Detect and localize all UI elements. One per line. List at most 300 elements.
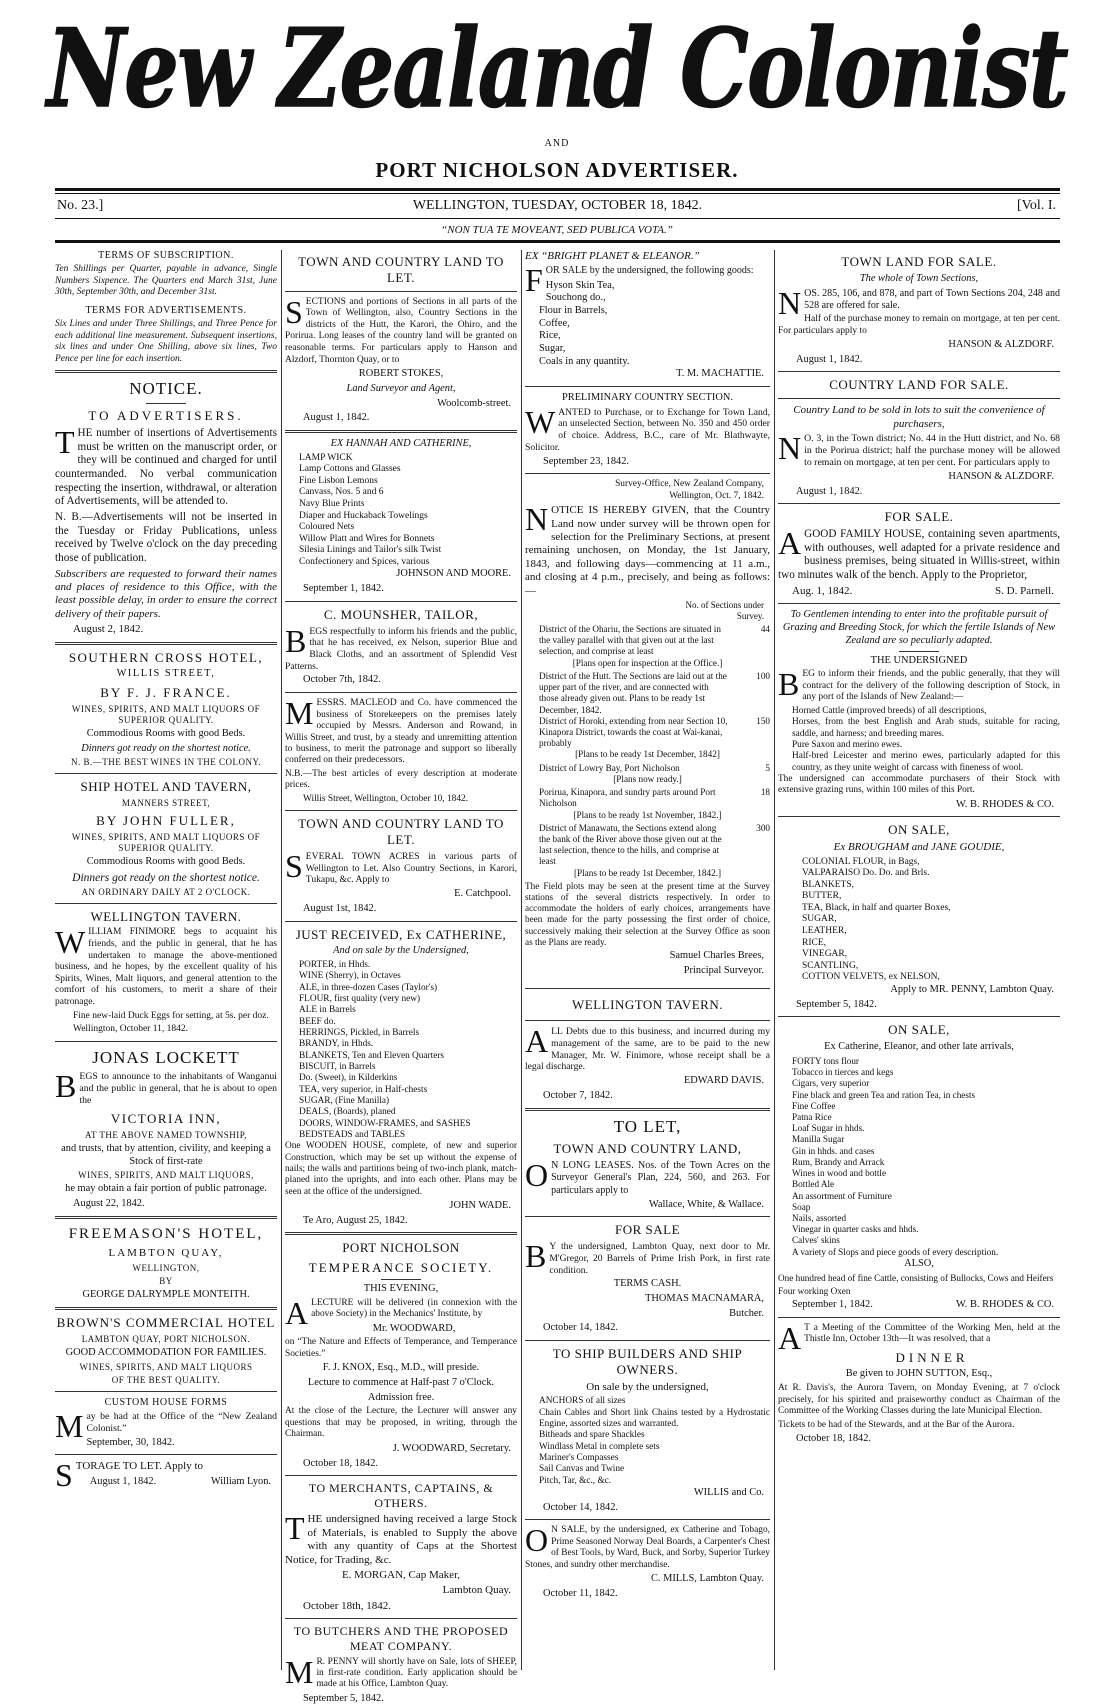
ad-item-list bbox=[778, 1056, 1060, 1258]
ad-date: Willis Street, Wellington, October 10, 1842. bbox=[303, 793, 469, 804]
table-note: [Plans open for inspection at the Office.] bbox=[572, 657, 723, 668]
ad-text: he may obtain a fair portion of public patronage. bbox=[65, 1183, 267, 1195]
table-cell: District of the Ohariu, the Sections are situated in the valley parallel with that given out at the last selection, and comprise at least bbox=[539, 624, 721, 657]
ad-footer bbox=[778, 585, 1060, 598]
table-note: [Plans to be ready 1st December, 1842.] bbox=[573, 867, 722, 878]
subscription-heading: TERMS OF SUBSCRIPTION. bbox=[98, 250, 234, 261]
list-item: Sugar, bbox=[539, 343, 566, 355]
ad-heading: TOWN LAND FOR SALE. bbox=[841, 254, 997, 269]
divider bbox=[381, 1279, 421, 1280]
list-item: Nails, assorted bbox=[792, 1212, 847, 1223]
list-item: An assortment of Furniture bbox=[792, 1190, 892, 1201]
ad-text: and trusts, that by attention, civility, and keeping a Stock of first-rate bbox=[61, 1143, 271, 1167]
divider bbox=[525, 473, 770, 474]
list-item: VALPARAISO Do. Do. and Brls. bbox=[802, 868, 930, 879]
ad-footer bbox=[76, 1476, 277, 1489]
ad-text: Be given to JOHN SUTTON, Esq., bbox=[845, 1368, 993, 1380]
list-item: Wines in wood and bottle bbox=[792, 1168, 887, 1179]
divider bbox=[525, 988, 770, 989]
ad-heading: CUSTOM HOUSE FORMS bbox=[104, 1396, 228, 1408]
ad-date: October 14, 1842. bbox=[543, 1501, 619, 1513]
ad-date: Aug. 1, 1842. bbox=[792, 584, 853, 597]
ad-text: LAMBTON QUAY, PORT NICHOLSON. bbox=[81, 1333, 251, 1344]
list-item: Coffee, bbox=[539, 317, 570, 329]
list-item: BEDSTEADS and TABLES bbox=[299, 1130, 406, 1141]
divider bbox=[525, 1340, 770, 1341]
ad-date: September 23, 1842. bbox=[543, 455, 629, 467]
table-row bbox=[525, 787, 770, 809]
table-cell: 150 bbox=[756, 715, 770, 726]
ad-text: WINES, SPIRITS, AND MALT LIQUORS bbox=[79, 1361, 253, 1372]
divider bbox=[778, 503, 1060, 504]
list-item: Vinegar in quarter casks and hhds. bbox=[792, 1224, 919, 1235]
divider bbox=[285, 692, 517, 693]
list-item: LEATHER, bbox=[802, 926, 847, 937]
ad-text: THE undersigned having received a large Stock of Materials, is enabled to Supply the above with any quantity of Caps at the Shortest Notice, for Trading, &c. bbox=[285, 1510, 517, 1566]
ad-heading: THE UNDERSIGNED bbox=[870, 654, 968, 666]
ad-date: August 1, 1842. bbox=[796, 353, 863, 365]
ad-date: September 5, 1842. bbox=[303, 1692, 384, 1704]
ad-heading: WELLINGTON TAVERN. bbox=[90, 908, 242, 924]
column-divider bbox=[521, 250, 522, 1670]
ad-heading: TOWN AND COUNTRY LAND TO LET. bbox=[298, 816, 504, 848]
ad-text: Mr. WOODWARD, bbox=[372, 1322, 456, 1334]
ad-text: NOTICE IS HEREBY GIVEN, that the Country Land now under survey will be thrown open for selection for the Preliminary Sections, at present remaining unchosen, on Monday, the 1st January, 1843, and following days—commencing at 11 a.m., and closing at 4 p.m., precisely, and being as follows:— bbox=[525, 501, 770, 597]
ad-text: Fine new-laid Duck Eggs for setting, at 5s. per doz. bbox=[73, 1010, 269, 1021]
ad-date: October 7, 1842. bbox=[543, 1089, 613, 1101]
ad-heading: PRELIMINARY COUNTRY SECTION. bbox=[562, 392, 733, 404]
ad-date: September 1, 1842. bbox=[303, 583, 384, 595]
ad-date: October 18, 1842. bbox=[796, 1432, 872, 1444]
ad-item-list bbox=[525, 1396, 770, 1487]
ad-text: ON SALE, by the undersigned, ex Catherine and Tobago, Prime Seasoned Norway Deal Boards, a Carpenter's Chest of Best Tools, by Ward, Buck, and Sorby, Superior Turkey Stones, and sundry other merchandise. bbox=[525, 1522, 770, 1570]
ad-signature: S. D. Parnell. bbox=[995, 584, 1054, 597]
ad-signature: J. WOODWARD, Secretary. bbox=[392, 1442, 511, 1454]
list-item: BISCUIT, in Barrels bbox=[299, 1062, 376, 1073]
ad-date: September 1, 1842. bbox=[792, 1298, 873, 1310]
ad-text: TERMS CASH. bbox=[613, 1278, 682, 1290]
ad-text: Commodious Rooms with good Beds. bbox=[86, 855, 246, 867]
table-cell: Porirua, Kinapora, and sundry parts around Port Nicholson bbox=[539, 787, 716, 809]
divider bbox=[55, 1391, 277, 1392]
masthead-and: AND bbox=[544, 138, 570, 149]
column-2 bbox=[285, 250, 517, 1704]
ad-text: ALECTURE will be delivered (in connexion with the above Society) in the Mechanics' Institute, by bbox=[285, 1294, 517, 1331]
divider bbox=[525, 386, 770, 387]
ad-date: Te Aro, August 25, 1842. bbox=[303, 1214, 408, 1226]
list-item: WINE (Sherry), in Octaves bbox=[299, 971, 401, 982]
table-row bbox=[525, 763, 770, 774]
ad-heading: EX HANNAH AND CATHERINE, bbox=[330, 437, 472, 449]
ad-signature: Apply to MR. PENNY, Lambton Quay. bbox=[890, 983, 1054, 995]
notice-paragraph: Subscribers are requested to forward their names and places of residence to this Office, with the least possible delay, in order to ensure the correct delivery of their papers. bbox=[55, 567, 277, 620]
ad-text: Ex Catherine, Eleanor, and other late arrivals, bbox=[824, 1041, 1014, 1053]
ad-date: September, 30, 1842. bbox=[86, 1436, 175, 1448]
list-item: Soap bbox=[792, 1201, 811, 1212]
divider bbox=[778, 398, 1060, 399]
ad-text: Commodious Rooms with good Beds. bbox=[86, 727, 246, 739]
ad-heading: TO LET, bbox=[613, 1116, 682, 1136]
list-item: Confectionery and Spices, various bbox=[299, 556, 430, 567]
list-item: Canvass, Nos. 5 and 6 bbox=[299, 487, 384, 498]
list-item: HERRINGS, Pickled, in Barrels bbox=[299, 1028, 420, 1039]
list-item: SUGAR, (Fine Manilla) bbox=[299, 1096, 390, 1107]
ad-text: OF THE BEST QUALITY. bbox=[111, 1374, 221, 1385]
divider bbox=[285, 1618, 517, 1619]
list-item: ALE in Barrels bbox=[299, 1005, 356, 1016]
list-item: FLOUR, first quality (very new) bbox=[299, 994, 421, 1005]
ad-text: LAMBTON QUAY, bbox=[108, 1247, 224, 1260]
list-item: DEALS, (Boards), planed bbox=[299, 1107, 396, 1118]
ad-heading: SHIP HOTEL AND TAVERN, bbox=[80, 779, 252, 795]
list-item: SUGAR, bbox=[802, 914, 837, 925]
ad-text: Country Land to be sold in lots to suit the convenience of purchasers, bbox=[793, 404, 1045, 430]
ad-text: N. B.—THE BEST WINES IN THE COLONY. bbox=[70, 757, 262, 768]
table-cell: District of Manawatu, the Sections extend along the bank of the River above those given out at the last selection, thence to the hills, and comprise at least bbox=[539, 822, 722, 867]
ad-text: BY bbox=[159, 1276, 173, 1287]
list-item: Bottled Ale bbox=[792, 1179, 835, 1190]
ad-text: WELLINGTON, bbox=[132, 1263, 200, 1274]
advertisement-terms: Six Lines and under Three Shillings, and Three Pence for each additional line measurement. Subsequent insertions, six lines and under One Shilling, above six lines, Two Pence per line for each insertion. bbox=[55, 319, 277, 364]
ad-text: The undersigned can accommodate purchasers of their Stock with extensive grazing runs, within 100 miles of this Port. bbox=[778, 773, 1060, 796]
divider bbox=[146, 403, 186, 404]
ad-text: Half of the purchase money to remain on mortgage, at ten per cent. For particulars apply to bbox=[778, 313, 1060, 336]
list-item: SCANTLING, bbox=[802, 960, 859, 971]
top-rule bbox=[55, 188, 1060, 191]
divider bbox=[525, 1108, 770, 1111]
ad-text: And on sale by the Undersigned, bbox=[333, 945, 469, 957]
ad-text: WINES, SPIRITS, AND MALT LIQUORS OF SUPERIOR QUALITY. bbox=[71, 704, 261, 725]
ad-signature: HANSON & ALZDORF. bbox=[948, 339, 1054, 351]
list-item: Diaper and Huckaback Towelings bbox=[299, 510, 428, 521]
list-item: COLONIAL FLOUR, in Bags, bbox=[802, 856, 920, 867]
divider bbox=[55, 1307, 277, 1310]
list-item: Hyson Skin Tea, bbox=[545, 279, 615, 291]
ad-date: October 11, 1842. bbox=[543, 1587, 618, 1599]
list-item: TEA, Black, in half and quarter Boxes, bbox=[802, 902, 951, 913]
divider bbox=[285, 810, 517, 811]
ad-signature: W. B. RHODES & CO. bbox=[955, 1298, 1054, 1310]
ad-date: October 18, 1842. bbox=[303, 1457, 379, 1469]
ad-heading: JUST RECEIVED, Ex CATHERINE, bbox=[295, 926, 507, 942]
list-item: Flour in Barrels, bbox=[539, 304, 608, 316]
ad-text: On sale by the undersigned, bbox=[586, 1380, 709, 1393]
ad-text: BY JOHN FULLER, bbox=[96, 813, 236, 829]
list-item: Horned Cattle (improved breeds) of all descriptions, bbox=[792, 706, 987, 717]
divider bbox=[778, 371, 1060, 372]
ad-date: October 18th, 1842. bbox=[303, 1599, 391, 1612]
ad-signature: Principal Surveyor. bbox=[683, 964, 764, 976]
list-item: LAMP WICK bbox=[299, 452, 353, 463]
list-item: Patna Rice bbox=[792, 1111, 832, 1122]
divider bbox=[285, 921, 517, 922]
list-item: Cigars, very superior bbox=[792, 1078, 870, 1089]
column-3 bbox=[525, 250, 770, 1670]
ad-signature: Samuel Charles Brees, bbox=[669, 950, 764, 962]
ad-text: AN ORDINARY DAILY AT 2 O'CLOCK. bbox=[81, 886, 251, 897]
list-item: Fine Lisbon Lemons bbox=[299, 475, 378, 486]
ad-text: Tickets to be had of the Stewards, and at the Bar of the Aurora. bbox=[778, 1419, 1015, 1430]
ad-text: ON LONG LEASES. Nos. of the Town Acres on the Surveyor General's Plan, 224, 560, and 263. For particulars apply to bbox=[525, 1157, 770, 1196]
masthead-title bbox=[40, 6, 1074, 132]
ad-item-list bbox=[285, 453, 517, 569]
ad-heading: C. MOUNSHER, TAILOR, bbox=[323, 606, 479, 622]
table-cell: 44 bbox=[760, 624, 770, 634]
list-item: FORTY tons flour bbox=[792, 1055, 859, 1066]
list-item: Gin in hhds. and cases bbox=[792, 1145, 875, 1156]
table-cell: 100 bbox=[756, 670, 770, 681]
ad-text: May be had at the Office of the “New Zealand Colonist.” bbox=[55, 1407, 277, 1444]
divider bbox=[55, 1216, 277, 1219]
ad-heading: COUNTRY LAND FOR SALE. bbox=[829, 377, 1009, 393]
table-cell: District of Lowry Bay, Port Nicholson bbox=[539, 762, 680, 773]
ad-item-list bbox=[778, 857, 1060, 984]
list-item: Rice, bbox=[539, 330, 561, 342]
ad-date: October 7th, 1842. bbox=[303, 674, 381, 686]
ad-signature: ROBERT STOKES, bbox=[358, 368, 444, 380]
ad-signature: W. B. RHODES & CO. bbox=[955, 798, 1054, 810]
ad-text: Dinners got ready on the shortest notice. bbox=[81, 742, 251, 754]
ad-item-list bbox=[778, 706, 1060, 774]
list-item: Coloured Nets bbox=[299, 522, 355, 533]
list-item: BLANKETS, Ten and Eleven Quarters bbox=[299, 1050, 445, 1061]
ad-date: Wellington, October 11, 1842. bbox=[73, 1024, 188, 1035]
ad-heading: WELLINGTON TAVERN. bbox=[572, 996, 723, 1012]
ad-date: August 1, 1842. bbox=[303, 412, 370, 424]
list-item: PORTER, in Hhds. bbox=[299, 960, 371, 971]
divider bbox=[55, 642, 277, 645]
column-1 bbox=[55, 250, 277, 1670]
ad-signature: WILLIS and Co. bbox=[693, 1486, 764, 1498]
list-item: Bitheads and spare Shackles bbox=[539, 1430, 645, 1441]
table-cell: 18 bbox=[760, 787, 770, 798]
ad-signature: HANSON & ALZDORF. bbox=[948, 470, 1054, 482]
list-item: Willow Platt and Wires for Bonnets bbox=[299, 533, 435, 544]
ad-signature: C. MILLS, Lambton Quay. bbox=[650, 1573, 764, 1585]
ad-text: F. J. KNOX, Esq., M.D., will preside. bbox=[322, 1362, 480, 1374]
divider bbox=[778, 1317, 1060, 1318]
ad-text: STORAGE TO LET. Apply to bbox=[55, 1457, 204, 1494]
ad-text: THIS EVENING, bbox=[363, 1283, 439, 1295]
ad-signature: Wallace, White, & Wallace. bbox=[648, 1198, 764, 1210]
ad-text: SECTIONS and portions of Sections in all parts of the Town of Wellington, also, Country Sections in the districts of the Hutt, the Karori, the Ohiro, and the Porirua. Long leases of the country land will be granted on reasonable terms. For particulars apply to Hanson and Alzdorf, Thornton Quay, or to bbox=[285, 293, 517, 365]
ad-heading: TO SHIP BUILDERS AND SHIP OWNERS. bbox=[552, 1346, 743, 1377]
divider bbox=[525, 1216, 770, 1217]
divider bbox=[55, 1454, 277, 1455]
divider bbox=[778, 1016, 1060, 1017]
table-note: [Plans to be ready 1st November, 1842.] bbox=[573, 809, 722, 820]
ad-heading: TO MERCHANTS, CAPTAINS, & OTHERS. bbox=[308, 1481, 494, 1510]
district-table bbox=[525, 624, 770, 879]
ad-date: August 1st, 1842. bbox=[303, 902, 377, 914]
list-item: Calves' skins bbox=[792, 1235, 840, 1246]
ad-signature: Woolcomb-street. bbox=[437, 397, 511, 409]
divider bbox=[285, 291, 517, 292]
divider bbox=[55, 370, 277, 373]
ad-heading: FOR SALE. bbox=[884, 509, 954, 525]
ad-text: WILLIAM FINIMORE begs to acquaint his friends, and the public in general, that he has undertaken to manage the above-mentioned business, and he hopes, by the excellent quality of his Spirits, Wines, Malt liquors, and general attention to the comfort of his customers, to merit a share of their patronage. bbox=[55, 924, 277, 1007]
list-item: DOORS, WINDOW-FRAMES, and SASHES bbox=[299, 1118, 471, 1129]
table-note: [Plans to be ready 1st December, 1842] bbox=[575, 749, 720, 760]
divider bbox=[285, 1232, 517, 1235]
ad-text: BEGS respectfully to inform his friends and the public, that he has received, ex Nelson, superior Blue and Black Cloths, and an assortment of Splendid Vest Patterns. bbox=[285, 622, 517, 672]
ad-text: BY F. J. FRANCE. bbox=[100, 685, 232, 701]
ad-text: NOS. 285, 106, and 878, and part of Town Sections 204, 248 and 528 are offered for sale. bbox=[778, 284, 1060, 321]
ad-text: Admission free. bbox=[367, 1391, 435, 1403]
ad-text: WANTED to Purchase, or to Exchange for Town Land, an unselected Section, between No. 350 and 450 order of choice. Address, B.C., care of Mr. Blathwayte, Solicitor. bbox=[525, 403, 770, 453]
list-item: Mariner's Compasses bbox=[539, 1452, 619, 1463]
ad-text: One hundred head of fine Cattle, consisting of Bullocks, Cows and Heifers bbox=[778, 1272, 1054, 1283]
top-rule-thin bbox=[55, 193, 1060, 194]
ad-item-list bbox=[525, 280, 770, 369]
ad-text: At R. Davis's, the Aurora Tavern, on Monday Evening, at 7 o'clock precisely, for his spirited and praiseworthy conduct as Chairman of the Committee of the Working Classes during the late Municipal Election. bbox=[778, 1383, 1060, 1417]
list-item: Fine Coffee bbox=[792, 1100, 836, 1111]
ad-signature: Butcher. bbox=[729, 1307, 764, 1319]
ad-text: To Gentlemen intending to enter into the profitable pursuit of Grazing and Breeding Stock, for which the fertile Islands of New Zealand are so peculiarly adapted. bbox=[782, 609, 1056, 646]
ad-text: ALL Debts due to this business, and incurred during my management of the same, are to be paid to the new Manager, Mr. W. Finimore, whose receipt shall be a legal discharge. bbox=[525, 1023, 770, 1073]
ad-heading: EX “BRIGHT PLANET & ELEANOR.” bbox=[525, 250, 700, 262]
ad-text: BEG to inform their friends, and the public generally, that they will contract for the delivery of the following description of Stock, in any port of the Islands of New Zealand:— bbox=[778, 666, 1060, 703]
column-4 bbox=[778, 250, 1060, 1670]
list-item: A variety of Slops and piece goods of every description. bbox=[792, 1246, 999, 1257]
ad-text: BY the undersigned, Lambton Quay, next door to Mr. M'Gregor, 20 Barrels of Prime Irish Pork, in first rate condition. bbox=[525, 1238, 770, 1276]
ad-item-list bbox=[285, 960, 517, 1141]
list-item: Navy Blue Prints bbox=[299, 498, 365, 509]
motto-rule bbox=[55, 240, 1060, 243]
subscription-terms: Ten Shillings per Quarter, payable in advance, Single Numbers Sixpence. The Quarters end March 31st, June 30th, September 30th, and December 31st. bbox=[55, 264, 277, 298]
masthead-title-text: New Zealand Colonist bbox=[44, 6, 1068, 132]
ad-date: August 22, 1842. bbox=[73, 1198, 145, 1210]
ad-heading: PORT NICHOLSON bbox=[342, 1240, 460, 1256]
list-item: Lamp Cottons and Glasses bbox=[299, 464, 401, 475]
ad-text: Survey-Office, New Zealand Company, Wellington, Oct. 7, 1842. bbox=[615, 479, 764, 501]
ad-heading: DINNER bbox=[895, 1349, 969, 1365]
volume: [Vol. I. bbox=[1016, 198, 1056, 213]
list-item: Half-bred Leicester and merino ewes, particularly adapted for this country, as they unite weight of carcass with fineness of wool. bbox=[792, 751, 1060, 773]
ad-date: August 1, 1842. bbox=[89, 1475, 157, 1487]
table-row bbox=[525, 624, 770, 658]
ad-text: SEVERAL TOWN ACRES in various parts of Wellington to Let. Also Country Sections, in Karori, Tukapu, &c. Apply to bbox=[285, 848, 517, 886]
advertisement-terms-heading: TERMS FOR ADVERTISEMENTS. bbox=[85, 304, 247, 316]
ad-signature: T. M. MACHATTIE. bbox=[676, 368, 764, 380]
ad-signature: E. Catchpool. bbox=[454, 888, 511, 900]
ad-heading: SOUTHERN CROSS HOTEL, bbox=[68, 649, 264, 665]
divider bbox=[285, 601, 517, 602]
divider bbox=[55, 903, 277, 904]
notice-paragraph: N. B.—Advertisements will not be inserted in the Tuesday or Friday Publications, unless received by Twelve o'clock on the day preceding those of publication. bbox=[55, 510, 277, 564]
ad-text: MR. PENNY will shortly have on Sale, lots of SHEEP, in first-rate condition. Early application should be made at his Office, Lambton Quay. bbox=[285, 1653, 517, 1690]
ad-heading: ON SALE, bbox=[888, 822, 950, 838]
ad-text: N.B.—The best articles of every description at moderate prices. bbox=[285, 768, 517, 791]
ad-heading: FOR SALE bbox=[614, 1222, 681, 1238]
ad-text: BEGS to announce to the inhabitants of Wanganui and the public in general, that he is about to open the bbox=[55, 1068, 277, 1107]
list-item: Loaf Sugar in hhds. bbox=[792, 1123, 865, 1134]
dateline-rule bbox=[55, 218, 1060, 219]
ad-text: Ex BROUGHAM and JANE GOUDIE, bbox=[833, 841, 1005, 854]
ad-text: AT THE ABOVE NAMED TOWNSHIP, bbox=[84, 1130, 248, 1141]
ad-text: At the close of the Lecture, the Lecturer will answer any questions that may be proposed, in writing, through the Chairman. bbox=[285, 1406, 517, 1440]
divider bbox=[285, 1475, 517, 1476]
ad-heading: TOWN AND COUNTRY LAND TO LET. bbox=[298, 254, 504, 285]
ad-signature: THOMAS MACNAMARA, bbox=[645, 1293, 764, 1305]
ad-signature: EDWARD DAVIS. bbox=[683, 1075, 764, 1087]
ad-heading: TOWN AND COUNTRY LAND, bbox=[553, 1141, 742, 1157]
list-item: Fine black and green Tea and ration Tea, in chests bbox=[792, 1089, 976, 1100]
ad-signature: Lambton Quay. bbox=[442, 1584, 511, 1597]
table-row bbox=[525, 671, 770, 716]
ad-signature: E. MORGAN, Cap Maker, bbox=[341, 1569, 461, 1582]
ad-text: Four working Oxen bbox=[778, 1285, 851, 1296]
table-row bbox=[525, 716, 770, 750]
ad-text: ALSO, bbox=[904, 1257, 934, 1269]
ad-text: WINES, SPIRITS, AND MALT LIQUORS OF SUPERIOR QUALITY. bbox=[71, 831, 261, 853]
divider bbox=[525, 1519, 770, 1520]
issue-number: No. 23.] bbox=[57, 198, 104, 213]
ad-text: AGOOD FAMILY HOUSE, containing seven apartments, with outhouses, well adapted for a private residence and business premises, being situated in Willis-street, within two minutes walk of the bench. Apply to the Proprietor, bbox=[778, 525, 1060, 582]
ad-heading: TEMPERANCE SOCIETY. bbox=[308, 1260, 494, 1276]
list-item: COTTON VELVETS, ex NELSON, bbox=[802, 972, 940, 983]
ad-text: GEORGE DALRYMPLE MONTEITH. bbox=[82, 1289, 250, 1301]
list-item: Rum, Brandy and Arrack bbox=[792, 1156, 885, 1167]
list-item: Sail Canvas and Twine bbox=[539, 1464, 625, 1475]
list-item: Souchong do., bbox=[545, 292, 606, 304]
divider bbox=[55, 773, 277, 774]
motto: “NON TUA TE MOVEANT, SED PUBLICA VOTA.” bbox=[441, 224, 673, 236]
ad-text: on “The Nature and Effects of Temperance, and Temperance Societies.” bbox=[285, 1337, 517, 1359]
to-advertisers-heading: TO ADVERTISERS. bbox=[88, 408, 244, 424]
list-item: VINEGAR, bbox=[802, 949, 848, 960]
ad-text: WILLIS STREET, bbox=[116, 668, 216, 680]
ad-signature: Land Surveyor and Agent, bbox=[346, 382, 456, 394]
table-header: No. of Sections under Survey. bbox=[685, 600, 764, 622]
ad-text: NO. 3, in the Town district; No. 44 in the Hutt district, and No. 68 in the Porirua district; half the purchase money will be allowed to remain on mortgage, at ten per cent. For particulars apply to bbox=[778, 430, 1060, 468]
list-item: BEEF do. bbox=[299, 1016, 336, 1027]
divider bbox=[778, 603, 1060, 604]
ad-footer bbox=[778, 1299, 1060, 1312]
ad-date: August 1, 1842. bbox=[796, 485, 863, 497]
ad-text: WINES, SPIRITS, AND MALT LIQUORS, bbox=[78, 1170, 254, 1181]
list-item: Windlass Metal in complete sets bbox=[539, 1441, 660, 1452]
divider bbox=[525, 1020, 770, 1021]
table-note: [Plans now ready.] bbox=[613, 773, 682, 784]
ad-text: VICTORIA INN, bbox=[110, 1111, 222, 1127]
table-cell: 5 bbox=[765, 762, 770, 773]
list-item: Chain Cables and Short link Chains tested by a Hydrostatic Engine, assorted sizes and warranted. bbox=[539, 1407, 770, 1429]
ad-text: MESSRS. MACLEOD and Co. have commenced the business of Storekeepers on the premises lately occupied by Messrs. Anderson and Rowand, in Willis Street, and trust, by a steady and unremitting attention to business, to merit the patronage and support so liberally conferred on their predecessors. bbox=[285, 695, 517, 766]
ad-text: MANNERS STREET, bbox=[121, 798, 211, 809]
ad-text: The whole of Town Sections, bbox=[859, 272, 979, 284]
divider bbox=[285, 430, 517, 433]
list-item: Pitch, Tar, &c., &c. bbox=[539, 1475, 612, 1486]
ad-heading: ON SALE, bbox=[888, 1022, 950, 1038]
place-date: WELLINGTON, TUESDAY, OCTOBER 18, 1842. bbox=[412, 198, 703, 213]
ad-signature: JOHNSON AND MOORE. bbox=[396, 568, 511, 580]
list-item: ANCHORS of all sizes bbox=[539, 1396, 626, 1407]
list-item: Silesia Linings and Tailor's silk Twist bbox=[299, 545, 442, 556]
table-cell: District of Horoki, extending from near Section 10, Kinapora District, towards the coast at Wai-kanai, probably bbox=[539, 715, 728, 749]
list-item: Manilla Sugar bbox=[792, 1134, 845, 1145]
ad-text: One WOODEN HOUSE, complete, of new and superior Construction, which may be set up without the expense of nails; the walls and partitions being of two-inch plank, match-planed into the uprights, and into each other. Plans may be seen at the office of the undersigned. bbox=[285, 1141, 517, 1197]
ad-text: GOOD ACCOMMODATION FOR FAMILIES. bbox=[65, 1346, 267, 1358]
list-item: Tobacco in tierces and kegs bbox=[792, 1067, 894, 1078]
table-row bbox=[525, 823, 770, 868]
column-divider bbox=[774, 250, 775, 1670]
list-item: RICE, bbox=[802, 937, 827, 948]
ad-date: October 14, 1842. bbox=[543, 1322, 619, 1334]
list-item: BUTTER, bbox=[802, 891, 842, 902]
list-item: Pure Saxon and merino ewes. bbox=[792, 740, 903, 750]
list-item: TEA, very superior, in Half-chests bbox=[299, 1084, 428, 1095]
